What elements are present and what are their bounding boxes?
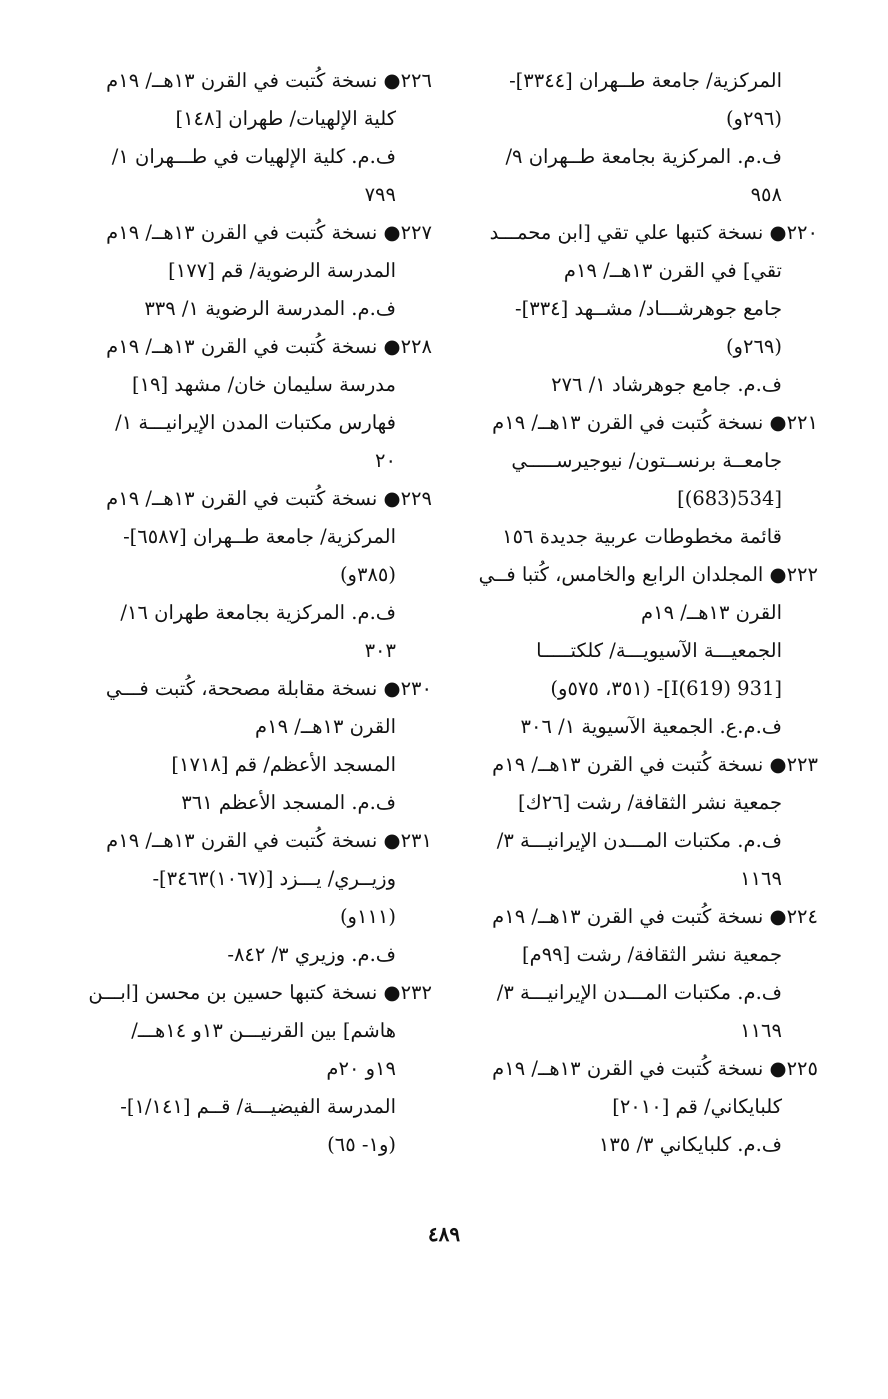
entry-line: ٩٥٨ xyxy=(750,183,782,206)
entry-line: ف.م. المركزية بجامعة طهران ١٦/ xyxy=(120,601,396,624)
entry-line: (١١١و) xyxy=(339,905,396,928)
right-column xyxy=(470,62,818,1164)
catalog-entry xyxy=(84,974,432,1164)
entry-line: ٢٢٧● نسخة كُتبت في القرن ١٣هــ/ ١٩م xyxy=(106,221,432,244)
entry-line: جمعية نشر الثقافة/ رشت [٩٩م] xyxy=(522,943,782,966)
entry-line: ف.م. وزيري ٣/ ٨٤٢- xyxy=(227,943,396,966)
entry-line: ٢٣٢● نسخة كتبها حسين بن محسن [ابـــن xyxy=(88,981,432,1004)
entry-line: ف.م. المدرسة الرضوية ١/ ٣٣٩ xyxy=(144,297,396,320)
entry-line: ١١٦٩ xyxy=(740,1019,782,1042)
catalog-entry xyxy=(470,746,818,898)
entry-line: جامعــة برنســتون/ نيوجيرســـــي xyxy=(511,449,782,472)
entry-line: ٣٠٣ xyxy=(364,639,396,662)
catalog-entry xyxy=(84,480,432,670)
entry-line: المركزية/ جامعة طــهران [٣٣٤٤]- xyxy=(509,69,782,92)
entry-line: (٣٨٥و) xyxy=(339,563,396,586)
entry-line: ٢٢٩● نسخة كُتبت في القرن ١٣هــ/ ١٩م xyxy=(106,487,432,510)
entry-line: (٢٩٦و) xyxy=(725,107,782,130)
entry-line: [534(683)] xyxy=(677,487,782,510)
entry-line: مدرسة سليمان خان/ مشهد [١٩] xyxy=(131,373,396,396)
entry-line: ف.م.ع. الجمعية الآسيوية ١/ ٣٠٦ xyxy=(520,715,782,738)
entry-line: كلبايكاني/ قم [٢٠١٠] xyxy=(612,1095,782,1118)
entry-line: ف.م. كلية الإلهيات في طـــهران ١/ xyxy=(111,145,396,168)
entry-line: المركزية/ جامعة طــهران [٦٥٨٧]- xyxy=(123,525,396,548)
catalog-entry xyxy=(84,214,432,328)
catalog-entry xyxy=(470,404,818,556)
entry-line: ٢٢٦● نسخة كُتبت في القرن ١٣هــ/ ١٩م xyxy=(106,69,432,92)
entry-line: تقي] في القرن ١٣هــ/ ١٩م xyxy=(563,259,782,282)
entry-line: (٢٦٩و) xyxy=(725,335,782,358)
catalog-entry xyxy=(84,822,432,974)
catalog-entry xyxy=(470,214,818,404)
entry-line: ٢٣٠● نسخة مقابلة مصححة، كُتبت فـــي xyxy=(105,677,432,700)
entry-line: ١٩و ٢٠م xyxy=(326,1057,396,1080)
entry-line: الجمعيـــة الآسيويـــة/ كلكتـــــا xyxy=(536,639,782,662)
entry-line: جامع جوهرشـــاد/ مشــهد [٣٣٤]- xyxy=(515,297,782,320)
entry-line: قائمة مخطوطات عربية جديدة ١٥٦ xyxy=(502,525,782,548)
entry-line: هاشم] بين القرنيـــن ١٣و ١٤هـــ/ xyxy=(131,1019,396,1042)
entry-line: جمعية نشر الثقافة/ رشت [٢٦ك] xyxy=(518,791,782,814)
entry-line: المدرسة الرضوية/ قم [١٧٧] xyxy=(168,259,396,282)
entry-line: ف.م. كلبايكاني ٣/ ١٣٥ xyxy=(598,1133,782,1156)
entry-line: ٢٢٠● نسخة كتبها علي تقي [ابن محمـــد xyxy=(489,221,818,244)
catalog-entry xyxy=(84,670,432,822)
entry-line: ف.م. المركزية بجامعة طــهران ٩/ xyxy=(505,145,782,168)
entry-line: ٧٩٩ xyxy=(364,183,396,206)
entry-line: ف.م. مكتبات المـــدن الإيرانيـــة ٣/ xyxy=(496,829,782,852)
entry-line: ف.م. مكتبات المـــدن الإيرانيـــة ٣/ xyxy=(496,981,782,1004)
entry-line: المدرسة الفيضيـــة/ قــم [١/١٤١]- xyxy=(120,1095,396,1118)
entry-line: القرن ١٣هــ/ ١٩م xyxy=(255,715,396,738)
entry-line: ٢٢١● نسخة كُتبت في القرن ١٣هــ/ ١٩م xyxy=(492,411,818,434)
entry-line: (و١- ٦٥) xyxy=(327,1133,396,1156)
catalog-entry xyxy=(470,1050,818,1164)
entry-line: القرن ١٣هــ/ ١٩م xyxy=(641,601,782,624)
entry-line: ف.م. المسجد الأعظم ٣٦١ xyxy=(181,791,396,814)
entry-line: ٢٢٣● نسخة كُتبت في القرن ١٣هــ/ ١٩م xyxy=(492,753,818,776)
entry-line: ٢٢٥● نسخة كُتبت في القرن ١٣هــ/ ١٩م xyxy=(492,1057,818,1080)
entry-line: ف.م. جامع جوهرشاد ١/ ٢٧٦ xyxy=(551,373,782,396)
catalog-entry xyxy=(84,328,432,480)
catalog-entry xyxy=(470,898,818,1050)
catalog-entry xyxy=(470,556,818,746)
entry-line: ٢٢٢● المجلدان الرابع والخامس، كُتبا فــي xyxy=(478,563,818,586)
catalog-entry xyxy=(84,62,432,214)
entry-line: ٢٢٤● نسخة كُتبت في القرن ١٣هــ/ ١٩م xyxy=(492,905,818,928)
entry-line: [931 I(619)]- (٣٥١، ٥٧٥و) xyxy=(550,677,782,700)
page-number: ٤٨٩ xyxy=(427,1222,461,1246)
entry-line: ١١٦٩ xyxy=(740,867,782,890)
left-column xyxy=(84,62,432,1164)
entry-line: ٢٢٨● نسخة كُتبت في القرن ١٣هــ/ ١٩م xyxy=(106,335,432,358)
entry-line: ٢٠ xyxy=(375,449,396,472)
entry-line: وزيــري/ يـــزد [(١٠٦٧)٣٤٦٣]- xyxy=(152,867,396,890)
entry-line: فهارس مكتبات المدن الإيرانيـــة ١/ xyxy=(115,411,396,434)
entry-line: كلية الإلهيات/ طهران [١٤٨] xyxy=(175,107,396,130)
entry-line: المسجد الأعظم/ قم [١٧١٨] xyxy=(171,753,396,776)
catalog-entry xyxy=(470,62,818,214)
entry-line: ٢٣١● نسخة كُتبت في القرن ١٣هــ/ ١٩م xyxy=(106,829,432,852)
